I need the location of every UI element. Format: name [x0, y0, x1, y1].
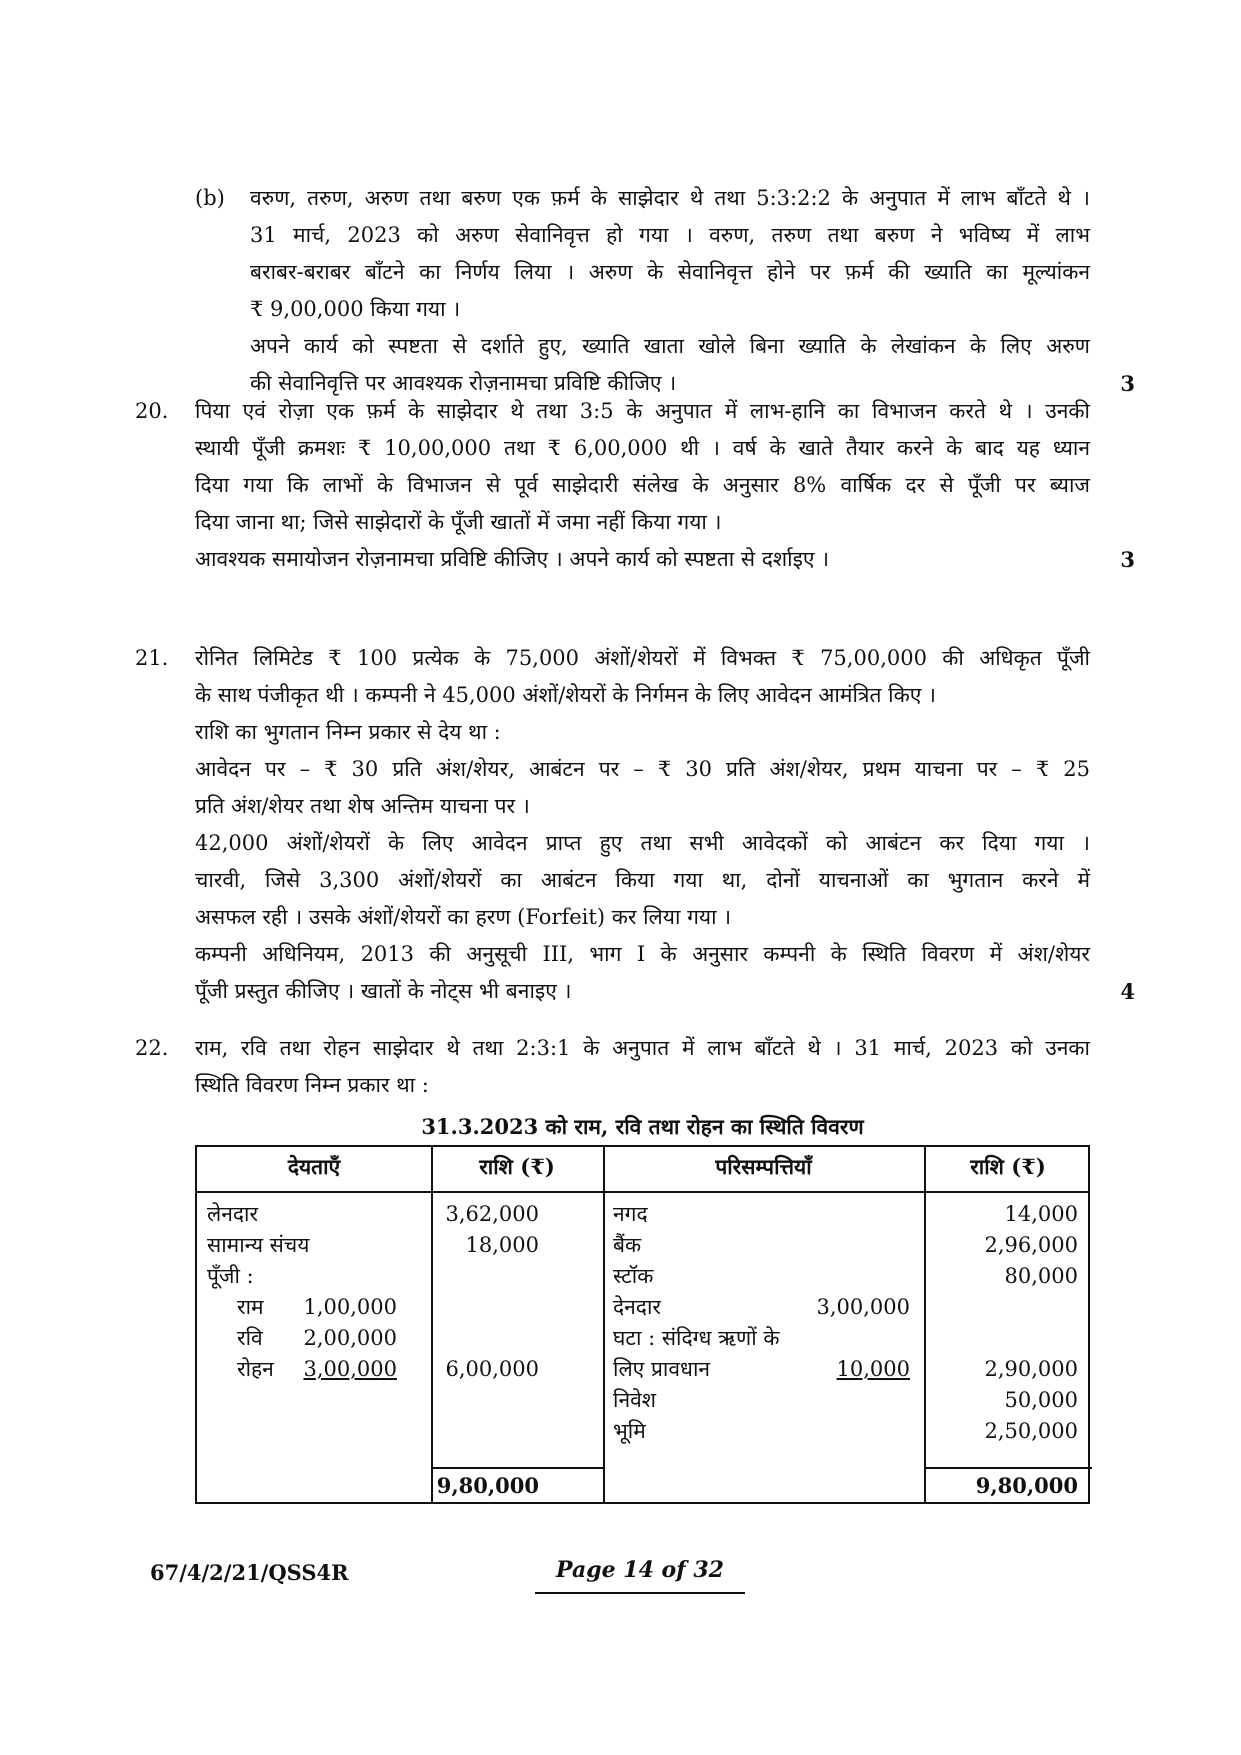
text-line: 31 मार्च, 2023 को अरुण सेवानिवृत्त हो गया । वरुण, तरुण तथा बरुण ने भविष्य में लाभ	[250, 223, 1090, 247]
header-liabilities: देयताएँ	[287, 1154, 341, 1179]
question-number: 21.	[135, 646, 169, 670]
investments-amount: 50,000	[1004, 1388, 1078, 1412]
text-line: स्थायी पूँजी क्रमशः ₹ 10,00,000 तथा ₹ 6,00,000 थी । वर्ष के खाते तैयार करने के बाद यह ध्यान	[195, 436, 1090, 460]
header-assets: परिसम्पत्तियाँ	[715, 1154, 812, 1179]
general-reserve-label: सामान्य संचय	[207, 1233, 310, 1257]
general-reserve-amount: 18,000	[465, 1233, 539, 1257]
debtors-value: 3,00,000	[816, 1295, 910, 1319]
net-debtors-amount: 2,90,000	[984, 1357, 1078, 1381]
text-line: प्रति अंश/शेयर तथा शेष अन्तिम याचना पर ।	[195, 794, 530, 818]
text-line: पिया एवं रोज़ा एक फ़र्म के साझेदार थे तथा 3:5 के अनुपात में लाभ-हानि का विभाजन करते थे । उनकी	[195, 399, 1090, 423]
marks: 3	[1120, 547, 1135, 572]
stock-amount: 80,000	[1004, 1264, 1078, 1288]
capital-total: 6,00,000	[445, 1357, 539, 1381]
text-line: चारवी, जिसे 3,300 अंशों/शेयरों का आबंटन किया गया था, दोनों याचनाओं का भुगतान करने में	[195, 868, 1090, 892]
text-line: स्थिति विवरण निम्न प्रकार था :	[195, 1073, 429, 1097]
text-line: आवेदन पर – ₹ 30 प्रति अंश/शेयर, आबंटन पर – ₹ 30 प्रति अंश/शेयर, प्रथम याचना पर – ₹ 25	[195, 757, 1090, 781]
text-line: कम्पनी अधिनियम, 2013 की अनुसूची III, भाग I के अनुसार कम्पनी के स्थिति विवरण में अंश/शेयर	[195, 942, 1090, 966]
text-line: राम, रवि तथा रोहन साझेदार थे तथा 2:3:1 के अनुपात में लाभ बाँटते थे । 31 मार्च, 2023 को उनका	[195, 1036, 1090, 1060]
question-21	[135, 640, 1135, 1020]
question-20	[135, 393, 1135, 583]
text-line: ₹ 9,00,000 किया गया ।	[250, 297, 461, 321]
liabilities-total: 9,80,000	[436, 1473, 539, 1498]
less-provision-line1: घटा : संदिग्ध ऋणों के	[613, 1326, 780, 1350]
assets-total: 9,80,000	[975, 1473, 1078, 1498]
question-text	[195, 640, 1090, 1010]
question-number: 20.	[135, 399, 169, 423]
page-number-rule	[535, 1592, 745, 1594]
text-line: वरुण, तरुण, अरुण तथा बरुण एक फ़र्म के साझेदार थे तथा 5:3:2:2 के अनुपात में लाभ बाँटते थे ।	[250, 186, 1090, 210]
balance-sheet-table	[195, 1145, 1090, 1504]
header-amount-left: राशि (₹)	[479, 1154, 555, 1179]
page-number: Page 14 of 32	[556, 1557, 724, 1583]
paper-code: 67/4/2/21/QSS4R	[150, 1560, 349, 1585]
text-line: दिया जाना था; जिसे साझेदारों के पूँजी खातों में जमा नहीं किया गया ।	[195, 510, 722, 534]
bank-amount: 2,96,000	[984, 1233, 1078, 1257]
text-line: के साथ पंजीकृत थी । कम्पनी ने 45,000 अंशों/शेयरों के निर्गमन के लिए आवेदन आमंत्रित किए ।	[195, 683, 936, 707]
text-line: पूँजी प्रस्तुत कीजिए । खातों के नोट्स भी बनाइए ।	[195, 979, 572, 1003]
text-line: 42,000 अंशों/शेयरों के लिए आवेदन प्राप्त हुए तथा सभी आवेदकों को आबंटन कर दिया गया ।	[195, 831, 1090, 855]
question-19b	[150, 180, 1135, 410]
text-line: बराबर-बराबर बाँटने का निर्णय लिया । अरुण के सेवानिवृत्त होने पर फ़र्म की ख्याति का मूल्यांकन	[250, 260, 1090, 284]
ram-label: राम	[237, 1295, 264, 1319]
stock-label: स्टॉक	[613, 1264, 654, 1288]
land-label: भूमि	[613, 1419, 646, 1443]
rohan-label: रोहन	[237, 1357, 274, 1381]
text-line: की सेवानिवृत्ति पर आवश्यक रोज़नामचा प्रविष्टि कीजिए ।	[250, 371, 677, 395]
text-line: रोनित लिमिटेड ₹ 100 प्रत्येक के 75,000 अंशों/शेयरों में विभक्त ₹ 75,00,000 की अधिकृत पूँजी	[195, 646, 1090, 670]
less-provision-line2: लिए प्रावधान	[613, 1357, 711, 1381]
bank-label: बैंक	[613, 1233, 642, 1257]
creditors-label: लेनदार	[207, 1202, 259, 1226]
balance-sheet-title: 31.3.2023 को राम, रवि तथा रोहन का स्थिति विवरण	[421, 1114, 864, 1139]
text-line: असफल रही । उसके अंशों/शेयरों का हरण (Forfeit) कर लिया गया ।	[195, 905, 732, 929]
ram-capital: 1,00,000	[303, 1295, 397, 1319]
land-amount: 2,50,000	[984, 1419, 1078, 1443]
ravi-label: रवि	[237, 1326, 263, 1350]
rohan-capital: 3,00,000	[303, 1357, 397, 1381]
investments-label: निवेश	[613, 1388, 657, 1412]
capital-label: पूँजी :	[207, 1264, 254, 1288]
cash-label: नगद	[613, 1202, 648, 1226]
marks: 4	[1120, 979, 1135, 1004]
marks: 3	[1120, 371, 1135, 396]
question-22	[135, 1030, 1120, 1110]
text-line: आवश्यक समायोजन रोज़नामचा प्रविष्टि कीजिए । अपने कार्य को स्पष्टता से दर्शाइए ।	[195, 547, 830, 571]
cash-amount: 14,000	[1004, 1202, 1078, 1226]
column-divider	[431, 1147, 433, 1502]
header-amount-right: राशि (₹)	[970, 1154, 1046, 1179]
column-divider	[924, 1147, 926, 1502]
text-line: अपने कार्य को स्पष्टता से दर्शाते हुए, ख्याति खाता खोले बिना ख्याति के लेखांकन के लिए अरुण	[250, 334, 1090, 358]
question-text	[195, 393, 1090, 578]
column-divider	[603, 1147, 605, 1502]
text-line: राशि का भुगतान निम्न प्रकार से देय था :	[195, 720, 501, 744]
question-part-label: (b)	[195, 186, 225, 210]
question-text	[195, 1030, 1090, 1104]
header-rule	[197, 1191, 1088, 1193]
question-number: 22.	[135, 1036, 169, 1060]
provision-value: 10,000	[836, 1357, 910, 1381]
question-text	[250, 180, 1090, 402]
debtors-label: देनदार	[613, 1295, 661, 1319]
ravi-capital: 2,00,000	[303, 1326, 397, 1350]
creditors-amount: 3,62,000	[445, 1202, 539, 1226]
text-line: दिया गया कि लाभों के विभाजन से पूर्व साझेदारी संलेख के अनुसार 8% वार्षिक दर से पूँजी पर ब्याज	[195, 473, 1090, 497]
